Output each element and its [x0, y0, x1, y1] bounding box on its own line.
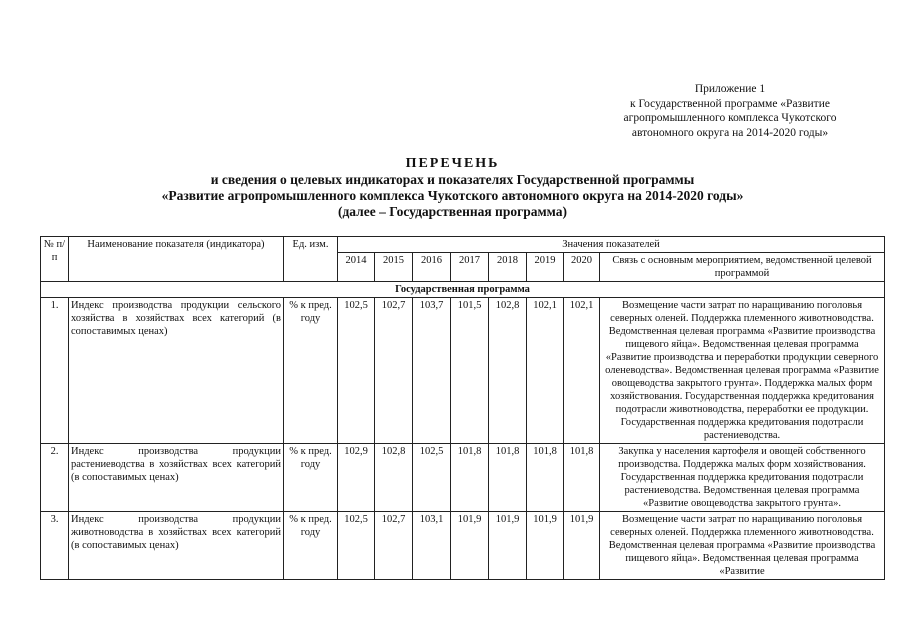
- row-value: 102,1: [527, 298, 564, 444]
- header-year: 2017: [451, 253, 489, 282]
- row-value: 102,7: [375, 512, 413, 580]
- header-year: 2016: [413, 253, 451, 282]
- header-values: Значения показателей: [338, 237, 885, 253]
- header-year: 2019: [527, 253, 564, 282]
- table-row: [41, 444, 885, 512]
- row-value: 103,1: [413, 512, 451, 580]
- header-year: 2018: [489, 253, 527, 282]
- row-value: 101,9: [564, 512, 600, 580]
- row-value: 102,5: [338, 298, 375, 444]
- header-num: № п/п: [41, 237, 69, 282]
- appendix-line: автономного округа на 2014-2020 годы»: [631, 126, 829, 139]
- row-value: 101,8: [489, 444, 527, 512]
- header-row: [41, 237, 885, 253]
- section-row: [41, 282, 885, 298]
- row-link: Возмещение части затрат по наращиванию поголовья северных оленей. Поддержка племенного животноводства. Ведомственная целевая программа «Развитие производства пищевого яйца». Ведомственная целевая программа «Развитие: [600, 512, 885, 580]
- row-value: 103,7: [413, 298, 451, 444]
- section-title: Государственная программа: [41, 282, 885, 298]
- row-num: 3.: [41, 512, 69, 580]
- row-unit: % к пред. году: [284, 444, 338, 512]
- row-value: 102,7: [375, 298, 413, 444]
- row-link: Закупка у населения картофеля и овощей собственного производства. Поддержка малых форм хозяйствования. Государственная поддержка кредитования подотрасли растениеводства. Ведомственная целевая программа «Развитие овощеводства закрытого грунта».: [600, 444, 885, 512]
- row-unit: % к пред. году: [284, 512, 338, 580]
- row-value: 101,9: [451, 512, 489, 580]
- row-name: Индекс производства продукции животноводства в хозяйствах всех категорий (в сопоставимых ценах): [69, 512, 284, 580]
- row-value: 102,8: [375, 444, 413, 512]
- appendix-line: агропромышленного комплекса Чукотского: [623, 112, 837, 124]
- appendix-line: к Государственной программе «Развитие: [630, 97, 830, 110]
- row-value: 101,9: [527, 512, 564, 580]
- table-row: [41, 512, 885, 580]
- row-value: 101,8: [527, 444, 564, 512]
- header-unit: Ед. изм.: [284, 237, 338, 282]
- title-line: и сведения о целевых индикаторах и показателях Государственной программы: [210, 172, 695, 187]
- header-link: Связь с основным мероприятием, ведомственной целевой программой: [600, 253, 885, 282]
- row-name: Индекс производства продукции растениеводства в хозяйствах всех категорий (в сопоставимых ценах): [69, 444, 284, 512]
- row-value: 102,5: [338, 512, 375, 580]
- header-year: 2014: [338, 253, 375, 282]
- row-value: 101,8: [451, 444, 489, 512]
- indicators-table: [40, 236, 885, 580]
- row-value: 102,5: [413, 444, 451, 512]
- row-value: 101,8: [564, 444, 600, 512]
- title-line: «Развитие агропромышленного комплекса Чукотского автономного округа на 2014-2020 годы»: [161, 188, 744, 203]
- document-title: [40, 156, 865, 220]
- row-value: 102,8: [489, 298, 527, 444]
- row-value: 101,5: [451, 298, 489, 444]
- title-heading: ПЕРЕЧЕНЬ: [405, 156, 500, 171]
- row-num: 2.: [41, 444, 69, 512]
- header-name: Наименование показателя (индикатора): [69, 237, 284, 282]
- title-line: (далее – Государственная программа): [337, 204, 568, 219]
- table-row: [41, 298, 885, 444]
- header-year: 2020: [564, 253, 600, 282]
- row-num: 1.: [41, 298, 69, 444]
- header-year: 2015: [375, 253, 413, 282]
- appendix-line: Приложение 1: [694, 83, 766, 95]
- row-value: 102,9: [338, 444, 375, 512]
- row-link: Возмещение части затрат по наращиванию поголовья северных оленей. Поддержка племенного животноводства. Ведомственная целевая программа «Развитие производства пищевого яйца». Ведомственная целевая программа «Развитие производства и переработки продукции северного оленеводства». Ведомственная целевая программа «Развитие овощеводства закрытого грунта». Поддержка малых форм хозяйствования. Государственная поддержка кредитования подотрасли животноводства, переработки ее продукции. Государственная поддержка кредитования подотрасли растениеводства.: [600, 298, 885, 444]
- row-unit: % к пред. году: [284, 298, 338, 444]
- row-name: Индекс производства продукции сельского хозяйства в хозяйствах всех категорий (в сопоставимых ценах): [69, 298, 284, 444]
- row-value: 101,9: [489, 512, 527, 580]
- appendix-note: [560, 82, 900, 140]
- row-value: 102,1: [564, 298, 600, 444]
